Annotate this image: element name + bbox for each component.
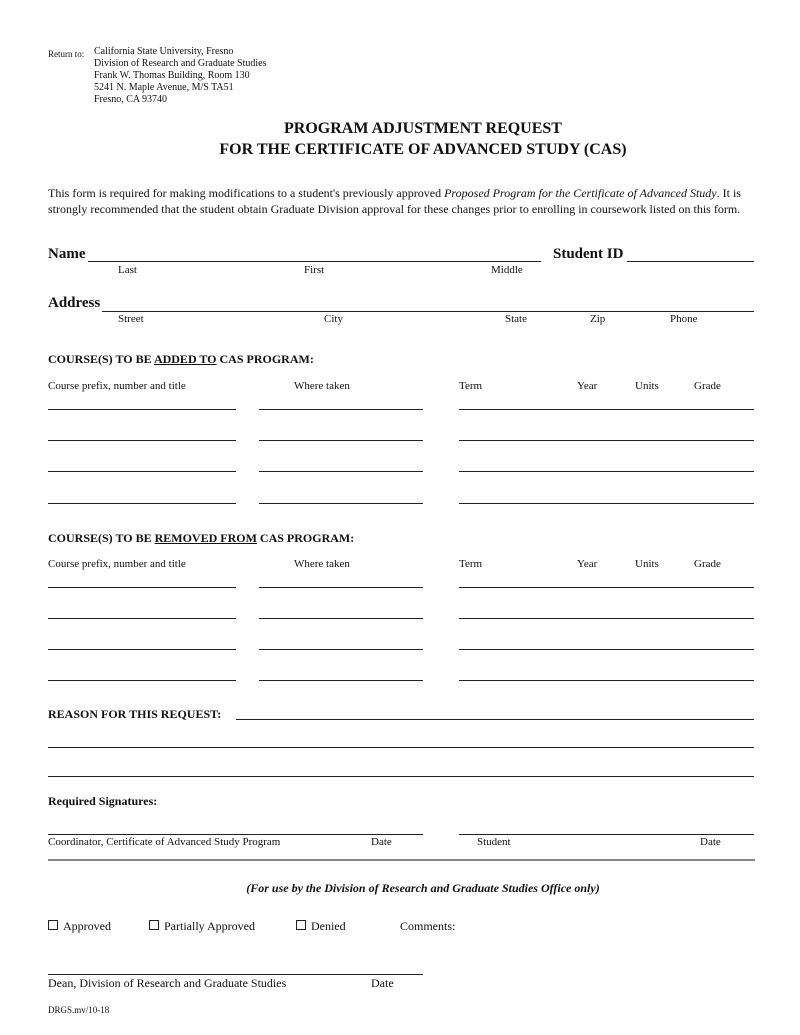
col-grade: Grade — [694, 558, 721, 570]
removed-heading-pre: COURSE(S) TO BE — [48, 531, 155, 545]
dean-signature-field[interactable] — [48, 974, 423, 975]
form-title-line2: FOR THE CERTIFICATE OF ADVANCED STUDY (CAS) — [219, 141, 627, 158]
student-signature-field[interactable] — [459, 834, 754, 835]
added-term-field[interactable] — [459, 440, 754, 441]
added-heading-post: CAS PROGRAM: — [216, 352, 314, 366]
name-label: Name — [48, 246, 86, 262]
return-address-line: 5241 N. Maple Avenue, M/S TA51 — [94, 82, 234, 93]
form-title-line1: PROGRAM ADJUSTMENT REQUEST — [284, 120, 562, 137]
partially-approved-option[interactable] — [149, 919, 255, 934]
return-to-label: Return to: — [48, 49, 85, 59]
removed-term-field[interactable] — [459, 587, 754, 588]
removed-term-field[interactable] — [459, 680, 754, 681]
denied-label: Denied — [311, 919, 346, 933]
added-term-field[interactable] — [459, 409, 754, 410]
intro-italic-title: Proposed Program for the Certificate of Advanced Study — [444, 186, 717, 200]
reason-field-line[interactable] — [48, 747, 754, 748]
name-sub-last: Last — [118, 264, 137, 276]
coordinator-label: Coordinator, Certificate of Advanced Study Program — [48, 836, 281, 848]
return-address-line: Fresno, CA 93740 — [94, 94, 168, 105]
removed-term-field[interactable] — [459, 618, 754, 619]
col-year: Year — [577, 558, 598, 570]
intro-paragraph — [48, 185, 760, 217]
col-units: Units — [635, 380, 659, 392]
address-field[interactable] — [102, 311, 754, 312]
added-where-field[interactable] — [259, 409, 423, 410]
return-address — [94, 46, 266, 106]
added-heading-underlined: ADDED TO — [153, 352, 217, 366]
denied-checkbox[interactable] — [296, 920, 306, 930]
col-grade: Grade — [694, 380, 721, 392]
added-term-field[interactable] — [459, 471, 754, 472]
removed-courses-heading — [48, 531, 354, 546]
reason-label: REASON FOR THIS REQUEST: — [48, 707, 222, 721]
added-heading-pre: COURSE(S) TO BE — [48, 352, 154, 366]
col-term: Term — [459, 558, 483, 570]
removed-where-field[interactable] — [259, 680, 423, 681]
address-sub-zip: Zip — [590, 313, 606, 325]
return-address-line: Division of Research and Graduate Studies — [94, 58, 267, 69]
return-address-line: Frank W. Thomas Building, Room 130 — [94, 70, 250, 81]
address-sub-city: City — [324, 313, 343, 325]
coordinator-date-label: Date — [371, 836, 392, 848]
dean-date-label: Date — [371, 976, 394, 990]
removed-heading-post: CAS PROGRAM: — [256, 531, 355, 545]
form-code: DRGS.mv/10-18 — [48, 1005, 110, 1015]
removed-heading-underlined: REMOVED FROM — [154, 531, 257, 545]
address-sub-state: State — [505, 313, 527, 325]
student-date-label: Date — [700, 836, 721, 848]
added-course-field[interactable] — [48, 409, 236, 410]
removed-course-field[interactable] — [48, 618, 236, 619]
section-divider — [48, 859, 755, 861]
added-where-field[interactable] — [259, 471, 423, 472]
added-course-field[interactable] — [48, 503, 236, 504]
added-term-field[interactable] — [459, 503, 754, 504]
reason-field[interactable] — [236, 719, 754, 720]
col-term: Term — [459, 380, 483, 392]
removed-where-field[interactable] — [259, 587, 423, 588]
added-courses-heading — [48, 352, 314, 367]
dean-label: Dean, Division of Research and Graduate Studies — [48, 976, 287, 990]
col-course: Course prefix, number and title — [48, 558, 186, 570]
removed-where-field[interactable] — [259, 618, 423, 619]
student-id-label: Student ID — [553, 246, 624, 262]
return-address-line: California State University, Fresno — [94, 46, 234, 57]
added-where-field[interactable] — [259, 440, 423, 441]
name-field[interactable] — [88, 261, 541, 262]
added-where-field[interactable] — [259, 503, 423, 504]
coordinator-signature-field[interactable] — [48, 834, 423, 835]
signatures-heading: Required Signatures: — [48, 794, 158, 808]
partially-approved-checkbox[interactable] — [149, 920, 159, 930]
reason-field-line[interactable] — [48, 776, 754, 777]
removed-course-field[interactable] — [48, 587, 236, 588]
address-label: Address — [48, 295, 101, 311]
name-sub-middle: Middle — [491, 264, 523, 276]
partially-approved-label: Partially Approved — [164, 919, 255, 933]
denied-option[interactable] — [296, 919, 346, 934]
removed-where-field[interactable] — [259, 649, 423, 650]
approved-checkbox[interactable] — [48, 920, 58, 930]
col-course: Course prefix, number and title — [48, 380, 186, 392]
added-course-field[interactable] — [48, 471, 236, 472]
address-sub-phone: Phone — [670, 313, 698, 325]
removed-course-field[interactable] — [48, 680, 236, 681]
address-sub-street: Street — [118, 313, 144, 325]
student-id-field[interactable] — [627, 261, 754, 262]
intro-text-2: . It is strongly recommended that the student obtain Graduate Division approval for these changes prior to enrolling in coursework listed on this form. — [48, 186, 741, 216]
col-year: Year — [577, 380, 598, 392]
comments-label: Comments: — [400, 919, 456, 933]
intro-text-1: This form is required for making modifications to a student's previously approved — [48, 186, 445, 200]
removed-term-field[interactable] — [459, 649, 754, 650]
col-units: Units — [635, 558, 659, 570]
col-where: Where taken — [294, 380, 350, 392]
office-use-note: (For use by the Division of Research and Graduate Studies Office only) — [246, 881, 600, 895]
approved-label: Approved — [63, 919, 111, 933]
name-sub-first: First — [304, 264, 325, 276]
removed-course-field[interactable] — [48, 649, 236, 650]
student-label: Student — [477, 836, 511, 848]
approved-option[interactable] — [48, 919, 111, 934]
added-course-field[interactable] — [48, 440, 236, 441]
col-where: Where taken — [294, 558, 350, 570]
